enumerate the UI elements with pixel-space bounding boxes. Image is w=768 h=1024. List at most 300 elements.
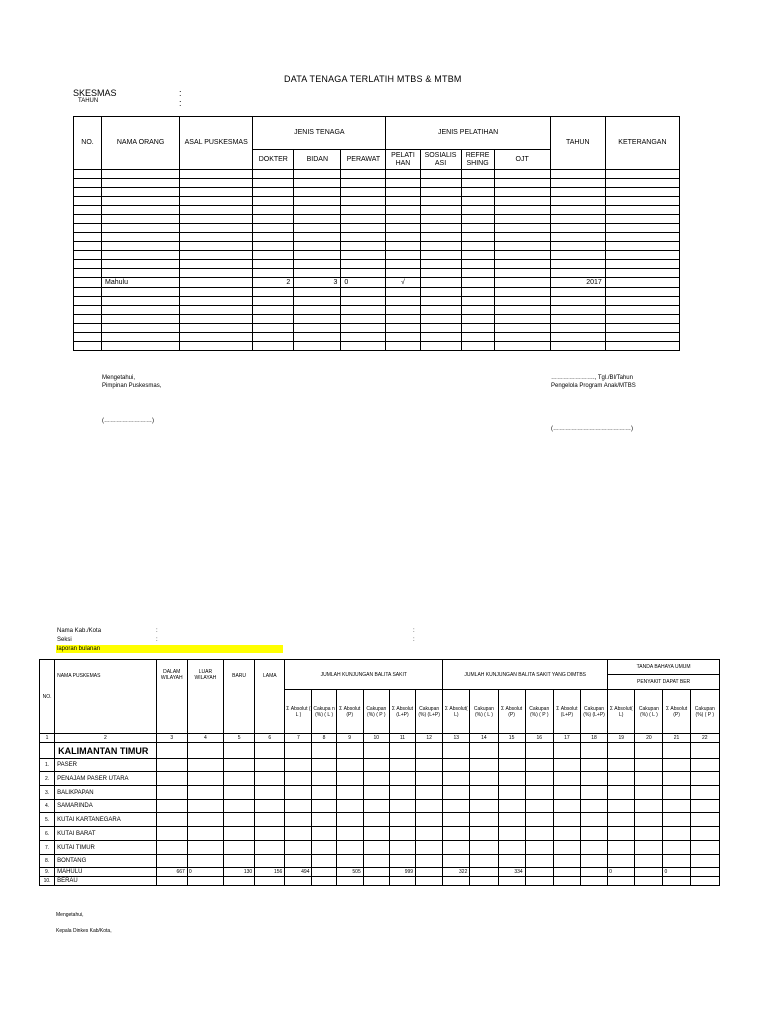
table-cell	[605, 288, 679, 297]
table-cell	[285, 759, 312, 772]
sub-header: Σ Absolut ( L )	[285, 690, 312, 734]
table-cell	[285, 800, 312, 813]
table-cell	[470, 786, 498, 800]
table-cell	[663, 786, 690, 800]
region-name: PENAJAM PASER UTARA	[55, 772, 157, 786]
table-cell	[494, 342, 550, 351]
table-cell	[416, 868, 443, 877]
table-cell	[494, 333, 550, 342]
table-row	[40, 800, 720, 813]
table-cell	[663, 855, 690, 868]
table-cell	[461, 260, 494, 269]
table-cell	[553, 759, 580, 772]
table-cell	[420, 233, 461, 242]
t2-col-jumlah-kunjungan: JUMLAH KUNJUNGAN BALITA SAKIT	[285, 660, 443, 690]
cell-dokter: 2	[253, 278, 294, 288]
table-cell	[470, 827, 498, 841]
table-cell	[420, 197, 461, 206]
region-name: MAHULU	[55, 868, 157, 877]
table-cell	[470, 855, 498, 868]
table-cell	[253, 333, 294, 342]
col-dokter: DOKTER	[253, 150, 294, 170]
table-cell	[553, 855, 580, 868]
table-cell	[156, 743, 187, 759]
table-cell	[470, 877, 498, 886]
table-cell	[525, 800, 553, 813]
table-cell	[635, 855, 663, 868]
table-cell	[461, 188, 494, 197]
sign-left-2: Pimpinan Puskesmas,	[102, 383, 162, 389]
table-cell	[635, 813, 663, 827]
table-cell	[363, 759, 389, 772]
t2-col-tanda-bahaya: TANDA BAHAYA UMUM	[608, 660, 720, 675]
puskesmas-label: SKESMAS	[73, 88, 117, 98]
table-cell	[341, 260, 386, 269]
table-cell	[498, 759, 525, 772]
table-cell	[180, 206, 253, 215]
table-cell	[294, 260, 341, 269]
table-cell	[224, 813, 255, 827]
table-cell	[74, 288, 102, 297]
col-number: 18	[580, 734, 607, 743]
table-cell	[635, 841, 663, 855]
table-cell	[690, 813, 719, 827]
puskesmas-colon: :	[179, 88, 182, 98]
table-cell	[494, 269, 550, 278]
table-cell	[420, 278, 461, 288]
table-cell	[341, 233, 386, 242]
table-cell	[341, 206, 386, 215]
table-cell	[341, 197, 386, 206]
table-cell	[180, 179, 253, 188]
table-cell	[341, 179, 386, 188]
table-cell	[156, 800, 187, 813]
table-cell	[336, 800, 363, 813]
sub-header: Cakupan (%) ( P )	[690, 690, 719, 734]
table-cell	[156, 855, 187, 868]
table-cell	[187, 827, 223, 841]
table-cell	[550, 342, 605, 351]
table-cell	[389, 841, 415, 855]
table-cell	[525, 877, 553, 886]
table-cell	[285, 877, 312, 886]
col-jenis-tenaga: JENIS TENAGA	[253, 117, 386, 150]
table-cell	[525, 868, 553, 877]
table-cell	[416, 772, 443, 786]
table-cell	[363, 877, 389, 886]
table-cell	[550, 215, 605, 224]
table-cell	[255, 813, 285, 827]
table-cell	[553, 772, 580, 786]
t2-col-penyakit: PENYAKIT DAPAT BER	[608, 675, 720, 690]
table-cell	[386, 288, 420, 297]
table-cell	[550, 260, 605, 269]
table-cell	[420, 306, 461, 315]
table-cell	[253, 233, 294, 242]
table-cell	[580, 743, 607, 759]
table-cell	[550, 242, 605, 251]
table-cell	[525, 855, 553, 868]
table-cell	[386, 342, 420, 351]
mahulu-c7: 494	[285, 868, 312, 877]
table-cell	[443, 800, 470, 813]
table-cell	[187, 800, 223, 813]
table-cell	[443, 877, 470, 886]
table-cell	[461, 197, 494, 206]
province-name: KALIMANTAN TIMUR	[55, 743, 157, 759]
mahulu-c21: 0	[663, 868, 690, 877]
table-cell	[550, 224, 605, 233]
table-cell	[605, 233, 679, 242]
table-cell	[498, 841, 525, 855]
table-cell	[608, 841, 635, 855]
table-cell	[494, 197, 550, 206]
table-cell	[294, 333, 341, 342]
table-cell	[550, 288, 605, 297]
table-cell	[550, 269, 605, 278]
region-no: 2.	[40, 772, 55, 786]
sub-header: Σ Absolut( L)	[608, 690, 635, 734]
table-cell	[180, 324, 253, 333]
table-cell	[253, 288, 294, 297]
col-number: 9	[336, 734, 363, 743]
table-cell	[224, 800, 255, 813]
table-cell	[386, 170, 420, 179]
table-cell	[605, 197, 679, 206]
table-cell	[363, 786, 389, 800]
table-cell	[336, 772, 363, 786]
table-cell	[180, 197, 253, 206]
table-cell	[470, 743, 498, 759]
table-cell	[605, 179, 679, 188]
col-number: 13	[443, 734, 470, 743]
table-cell	[550, 315, 605, 324]
table-cell	[102, 224, 180, 233]
table-cell	[420, 333, 461, 342]
cell-nama: Mahulu	[102, 278, 180, 288]
table-row	[40, 841, 720, 855]
table-cell	[498, 827, 525, 841]
table-cell	[363, 813, 389, 827]
table-cell	[461, 224, 494, 233]
table-cell	[180, 242, 253, 251]
table-row	[40, 855, 720, 868]
table-cell	[635, 759, 663, 772]
mahulu-c9: 505	[336, 868, 363, 877]
table-cell	[74, 278, 102, 288]
table-cell	[550, 170, 605, 179]
sub-header: Cakupan (%) ( L )	[470, 690, 498, 734]
table-cell	[336, 855, 363, 868]
col-number: 5	[224, 734, 255, 743]
table-cell	[663, 772, 690, 786]
table-cell	[253, 215, 294, 224]
table-cell	[312, 855, 336, 868]
table-cell	[635, 786, 663, 800]
table-cell	[605, 215, 679, 224]
table-row	[74, 324, 680, 333]
table-row	[74, 342, 680, 351]
table-cell	[180, 333, 253, 342]
table-cell	[363, 855, 389, 868]
table-cell	[102, 324, 180, 333]
table-cell	[608, 786, 635, 800]
tahun-label: TAHUN	[78, 98, 99, 104]
region-name: KUTAI BARAT	[55, 827, 157, 841]
table-cell	[461, 297, 494, 306]
table-cell	[635, 743, 663, 759]
col-ojt: OJT	[494, 150, 550, 170]
col-number: 3	[156, 734, 187, 743]
table-cell	[498, 772, 525, 786]
table-cell	[156, 813, 187, 827]
table-cell	[336, 786, 363, 800]
table-cell	[580, 855, 607, 868]
table-cell	[187, 772, 223, 786]
table-row	[40, 772, 720, 786]
table-cell	[416, 759, 443, 772]
table-cell	[605, 224, 679, 233]
table-cell	[580, 772, 607, 786]
table-cell	[253, 251, 294, 260]
table-cell	[180, 288, 253, 297]
table-cell	[525, 827, 553, 841]
table-cell	[386, 188, 420, 197]
table-cell	[102, 206, 180, 215]
table-cell	[294, 315, 341, 324]
table-cell	[608, 743, 635, 759]
table-cell	[74, 315, 102, 324]
table-cell	[294, 206, 341, 215]
table-row	[74, 170, 680, 179]
nama-kab-colon-2: :	[413, 628, 415, 634]
table-cell	[74, 224, 102, 233]
table-cell	[255, 759, 285, 772]
table-cell	[363, 841, 389, 855]
table-row	[74, 197, 680, 206]
table-cell	[336, 813, 363, 827]
region-no: 8.	[40, 855, 55, 868]
tenaga-terlatih-table	[73, 116, 680, 351]
table-cell	[253, 297, 294, 306]
table-cell	[341, 188, 386, 197]
table-cell	[494, 242, 550, 251]
table-cell	[294, 288, 341, 297]
table-cell	[74, 188, 102, 197]
table-cell	[461, 170, 494, 179]
region-name: PASER	[55, 759, 157, 772]
table-cell	[498, 877, 525, 886]
mahulu-luar: 0	[187, 868, 223, 877]
table-cell	[461, 342, 494, 351]
table-cell	[461, 288, 494, 297]
sub-header: Cakupan (%) (L+P)	[580, 690, 607, 734]
table-cell	[74, 333, 102, 342]
sign-right-2: Pengelola Program Anak/MTBS	[551, 383, 636, 389]
col-number: 1	[40, 734, 55, 743]
table-cell	[180, 224, 253, 233]
table-cell	[580, 759, 607, 772]
table-cell	[605, 333, 679, 342]
table-cell	[336, 743, 363, 759]
table-cell	[253, 188, 294, 197]
col-number: 2	[55, 734, 157, 743]
region-no: 10.	[40, 877, 55, 886]
table-cell	[386, 315, 420, 324]
table-cell	[74, 170, 102, 179]
table-cell	[180, 269, 253, 278]
table-cell	[550, 324, 605, 333]
table-cell	[312, 813, 336, 827]
table-cell	[608, 877, 635, 886]
table-cell	[253, 315, 294, 324]
table-cell	[285, 827, 312, 841]
table-cell	[102, 215, 180, 224]
region-name: BERAU	[55, 877, 157, 886]
table-cell	[156, 827, 187, 841]
table-cell	[294, 224, 341, 233]
table-cell	[461, 215, 494, 224]
table-cell	[341, 342, 386, 351]
col-number: 14	[470, 734, 498, 743]
table-row	[74, 288, 680, 297]
mahulu-baru: 130	[224, 868, 255, 877]
table-cell	[420, 251, 461, 260]
table-cell	[102, 233, 180, 242]
table-cell	[605, 242, 679, 251]
table-cell	[386, 233, 420, 242]
table-cell	[180, 215, 253, 224]
table-cell	[294, 215, 341, 224]
table-cell	[224, 759, 255, 772]
table-cell	[255, 800, 285, 813]
table-cell	[102, 260, 180, 269]
table-cell	[74, 324, 102, 333]
table-cell	[416, 786, 443, 800]
table-cell	[224, 743, 255, 759]
col-pelatihan: PELATI HAN	[386, 150, 420, 170]
col-tahun: TAHUN	[550, 117, 605, 170]
table-cell	[420, 269, 461, 278]
region-no: 7.	[40, 841, 55, 855]
table-row	[74, 333, 680, 342]
sign-left-1: Mengetahui,	[102, 375, 136, 381]
table-cell	[461, 251, 494, 260]
table-cell	[525, 813, 553, 827]
table-cell	[605, 269, 679, 278]
table-cell	[605, 206, 679, 215]
table-cell	[663, 743, 690, 759]
table-cell	[74, 215, 102, 224]
table-cell	[312, 868, 336, 877]
table-cell	[386, 179, 420, 188]
region-name: SAMARINDA	[55, 800, 157, 813]
mahulu-c13: 322	[443, 868, 470, 877]
region-no: 4.	[40, 800, 55, 813]
table-cell	[525, 841, 553, 855]
col-number: 16	[525, 734, 553, 743]
table-cell	[608, 827, 635, 841]
table-cell	[312, 743, 336, 759]
region-no: 5.	[40, 813, 55, 827]
table-cell	[605, 170, 679, 179]
table-cell	[550, 233, 605, 242]
table-cell	[690, 877, 719, 886]
table-cell	[461, 179, 494, 188]
table-cell	[663, 877, 690, 886]
table-cell	[470, 868, 498, 877]
table-cell	[294, 269, 341, 278]
table-cell	[187, 743, 223, 759]
table-cell	[386, 242, 420, 251]
cell-perawat: 0	[341, 278, 386, 288]
table-row	[74, 206, 680, 215]
col-perawat: PERAWAT	[341, 150, 386, 170]
table-cell	[550, 297, 605, 306]
table-cell	[386, 269, 420, 278]
table-cell	[180, 297, 253, 306]
table-cell	[553, 827, 580, 841]
table-cell	[102, 242, 180, 251]
table-cell	[690, 786, 719, 800]
table-cell	[663, 800, 690, 813]
table-cell	[663, 841, 690, 855]
table-cell	[180, 315, 253, 324]
table-cell	[74, 297, 102, 306]
table-cell	[312, 772, 336, 786]
table-cell	[690, 759, 719, 772]
table-cell	[341, 251, 386, 260]
col-number: 22	[690, 734, 719, 743]
table-cell	[443, 841, 470, 855]
table-cell	[525, 772, 553, 786]
table-cell	[416, 855, 443, 868]
table-cell	[525, 743, 553, 759]
table-cell	[312, 877, 336, 886]
table-row	[74, 251, 680, 260]
col-number: 15	[498, 734, 525, 743]
table-row	[74, 224, 680, 233]
table-cell	[470, 759, 498, 772]
table-cell	[494, 278, 550, 288]
table-cell	[180, 188, 253, 197]
table-cell	[470, 772, 498, 786]
table-cell	[224, 786, 255, 800]
table-cell	[156, 786, 187, 800]
table-cell	[386, 297, 420, 306]
col-number: 17	[553, 734, 580, 743]
table-cell	[389, 786, 415, 800]
table-cell	[605, 251, 679, 260]
sub-header: Σ Absolut (L+P)	[389, 690, 415, 734]
table-cell	[389, 827, 415, 841]
table-cell	[294, 242, 341, 251]
table-cell	[156, 772, 187, 786]
mahulu-lama: 156	[255, 868, 285, 877]
t2-col-no: NO.	[40, 660, 55, 734]
table-cell	[74, 206, 102, 215]
table-cell	[525, 786, 553, 800]
table-cell	[255, 786, 285, 800]
footer-mengetahui: Mengetahui,	[56, 912, 84, 918]
table-cell	[74, 260, 102, 269]
col-asal-puskesmas: ASAL PUSKESMAS	[180, 117, 253, 170]
table-cell	[420, 170, 461, 179]
table-cell	[180, 233, 253, 242]
region-no: 1.	[40, 759, 55, 772]
col-jenis-pelatihan: JENIS PELATIHAN	[386, 117, 550, 150]
table-cell	[389, 759, 415, 772]
